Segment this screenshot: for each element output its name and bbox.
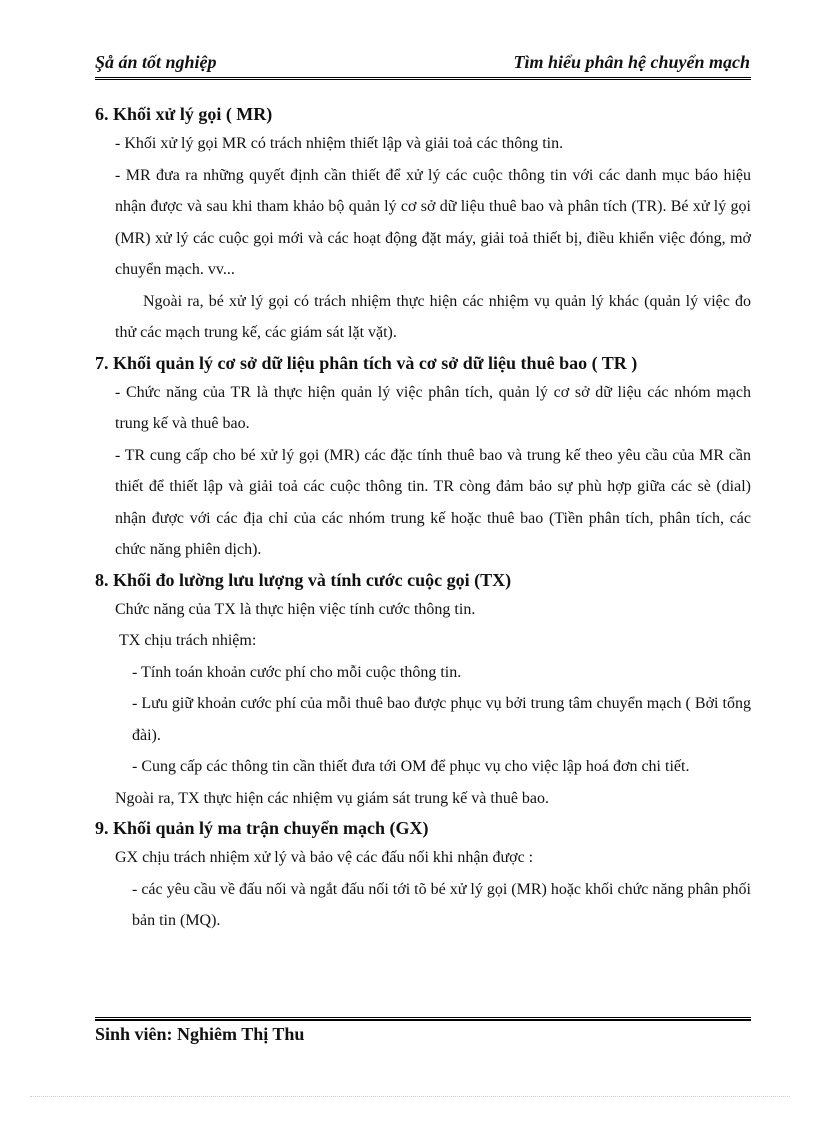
section-9-heading: 9. Khối quản lý ma trận chuyển mạch (GX) <box>95 818 429 838</box>
section-7-para-2: - TR cung cấp cho bé xử lý gọi (MR) các đặc tính thuê bao và trung kế theo yêu cầu của MR cần thiết để thiết lập và giải toả các cuộc thông tin. TR còng đảm bảo sự phù hợp giữa các sè (dial) nhận được với các địa chỉ của các nhóm trung kế hoặc thuê bao (Tiền phân tích, phân tích, các chức năng phiên dịch). <box>115 446 751 558</box>
section-7-para-1: - Chức năng của TR là thực hiện quản lý việc phân tích, quản lý cơ sở dữ liệu các nhóm mạch trung kế và thuê bao. <box>115 383 751 432</box>
footer-rule-thin <box>95 1017 751 1018</box>
footer-student-name: Sinh viên: Nghiêm Thị Thu <box>95 1024 305 1044</box>
section-8-para-6: Ngoài ra, TX thực hiện các nhiệm vụ giám sát trung kế và thuê bao. <box>115 789 550 807</box>
document-body <box>95 100 751 937</box>
section-7-heading: 7. Khối quản lý cơ sở dữ liệu phân tích và cơ sở dữ liệu thuê bao ( TR ) <box>95 352 638 373</box>
section-6-para-2: - MR đưa ra những quyết định cần thiết để xử lý các cuộc thông tin với các danh mục báo hiệu nhận được và sau khi tham khảo bộ quản lý cơ sở dữ liệu thuê bao và phân tích (TR). Bé xử lý gọi (MR) xử lý các cuộc gọi mới và các hoạt động đặt máy, giải toả thiết bị, điều khiển việc đóng, mở chuyển mạch. vv... <box>115 166 751 278</box>
section-8-para-4: - Lưu giữ khoản cước phí của mỗi thuê bao được phục vụ bởi trung tâm chuyển mạch ( Bởi tổng đài). <box>132 695 751 744</box>
footer-rule-thick <box>95 1019 751 1021</box>
section-6-heading: 6. Khối xử lý gọi ( MR) <box>95 104 273 124</box>
section-6-para-1: - Khối xử lý gọi MR có trách nhiệm thiết lập và giải toả các thông tin. <box>115 135 564 152</box>
section-8-para-1: Chức năng của TX là thực hiện việc tính cước thông tin. <box>115 600 476 618</box>
page-bottom-dotted-line <box>30 1096 790 1097</box>
section-8-para-2: TX chịu trách nhiệm: <box>119 632 257 649</box>
section-8-para-3: - Tính toán khoản cước phí cho mỗi cuộc thông tin. <box>132 663 462 681</box>
header-left-title: Şå án tốt nghiệp <box>95 52 217 72</box>
section-9-para-2: - các yêu cầu về đấu nối và ngắt đấu nối tới tõ bé xử lý gọi (MR) hoặc khối chức năng phân phối bản tin (MQ). <box>132 880 751 929</box>
section-9-para-1: GX chịu trách nhiệm xử lý và bảo vệ các đấu nối khi nhận được : <box>115 849 534 866</box>
section-8-para-5: - Cung cấp các thông tin cần thiết đưa tới OM để phục vụ cho việc lập hoá đơn chi tiết. <box>132 758 690 775</box>
section-6-para-3: Ngoài ra, bé xử lý gọi có trách nhiệm thực hiện các nhiệm vụ quản lý khác (quản lý việc đo thử các mạch trung kế, các giám sát lặt vặt). <box>115 292 751 341</box>
section-8-heading: 8. Khối đo lường lưu lượng và tính cước cuộc gọi (TX) <box>95 569 512 590</box>
header-right-title: Tìm hiểu phân hệ chuyển mạch <box>513 52 750 72</box>
header-rule-thin <box>95 79 751 80</box>
page-header <box>95 50 750 76</box>
header-rule-thick <box>95 77 751 78</box>
